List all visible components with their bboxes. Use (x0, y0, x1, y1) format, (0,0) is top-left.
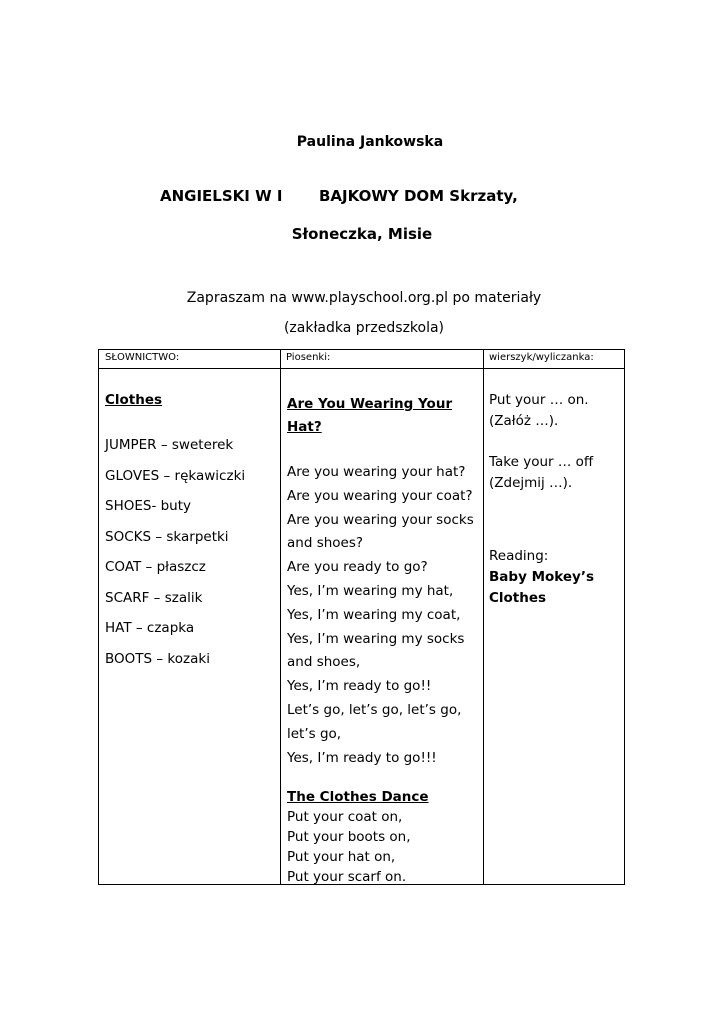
invite-text: Zapraszam na www.playschool.org.pl po materiały (186, 290, 542, 306)
song-line: Are you wearing your coat? (287, 487, 473, 504)
table-header-divider (99, 368, 624, 369)
songs-column (287, 393, 479, 887)
reading-title-cont: Clothes (489, 590, 547, 606)
vocab-item: SCARF – szalik (105, 589, 203, 606)
song-line: Put your hat on, (287, 849, 396, 866)
song-line: and shoes, (287, 654, 361, 671)
song2-title: The Clothes Dance (287, 789, 429, 806)
document-title-line1: ANGIELSKI W I BAJKOWY DOM Skrzaty, (160, 187, 518, 205)
rhyme-line: Take your … off (489, 454, 594, 470)
vocab-item: GLOVES – rękawiczki (105, 467, 246, 484)
rhyme-line: Put your … on. (489, 392, 589, 408)
vocab-item: BOOTS – kozaki (105, 650, 210, 667)
song-line: Yes, I’m ready to go!! (287, 678, 432, 695)
header-songs: Piosenki: (286, 352, 331, 363)
song-line: Let’s go, let’s go, let’s go, (287, 701, 462, 718)
song-line: Yes, I’m wearing my hat, (287, 582, 454, 599)
rhyme-line: (Zdejmij …). (489, 475, 573, 491)
author-name: Paulina Jankowska (296, 134, 444, 150)
column-divider (280, 350, 281, 884)
song-line: Are you wearing your hat? (287, 464, 466, 480)
song-line: Are you ready to go? (287, 559, 428, 576)
song-line: let’s go, (287, 725, 342, 742)
invite-note: (zakładka przedszkola) (283, 320, 445, 336)
column-divider (483, 350, 484, 884)
rhymes-column (489, 390, 621, 609)
header-rhymes: wierszyk/wyliczanka: (489, 352, 594, 363)
song-line: Put your boots on, (287, 829, 411, 846)
song-line: and shoes? (287, 535, 364, 552)
header-vocabulary: SŁOWNICTWO: (105, 352, 180, 363)
reading-label: Reading: (489, 548, 549, 564)
song-line: Yes, I’m wearing my socks (287, 630, 465, 647)
song1-title: Are You Wearing Your (287, 396, 453, 412)
rhyme-line: (Załóż …). (489, 413, 559, 429)
song-line: Are you wearing your socks (287, 511, 474, 528)
vocabulary-title: Clothes (105, 392, 163, 408)
vocab-item: COAT – płaszcz (105, 559, 206, 575)
vocab-item: JUMPER – sweterek (105, 437, 234, 453)
song-line: Yes, I’m wearing my coat, (287, 606, 461, 623)
vocabulary-column (105, 390, 275, 674)
reading-title: Baby Mokey’s (489, 569, 595, 585)
vocab-item: SOCKS – skarpetki (105, 528, 229, 545)
song-line: Put your scarf on. (287, 869, 407, 886)
vocab-item: HAT – czapka (105, 620, 195, 636)
song-line: Put your coat on, (287, 809, 403, 826)
song1-title-cont: Hat? (287, 419, 322, 435)
lesson-table (98, 349, 625, 885)
vocab-item: SHOES- buty (105, 498, 192, 514)
document-title-line2: Słoneczka, Misie (291, 225, 433, 243)
song-line: Yes, I’m ready to go!!! (287, 749, 437, 766)
